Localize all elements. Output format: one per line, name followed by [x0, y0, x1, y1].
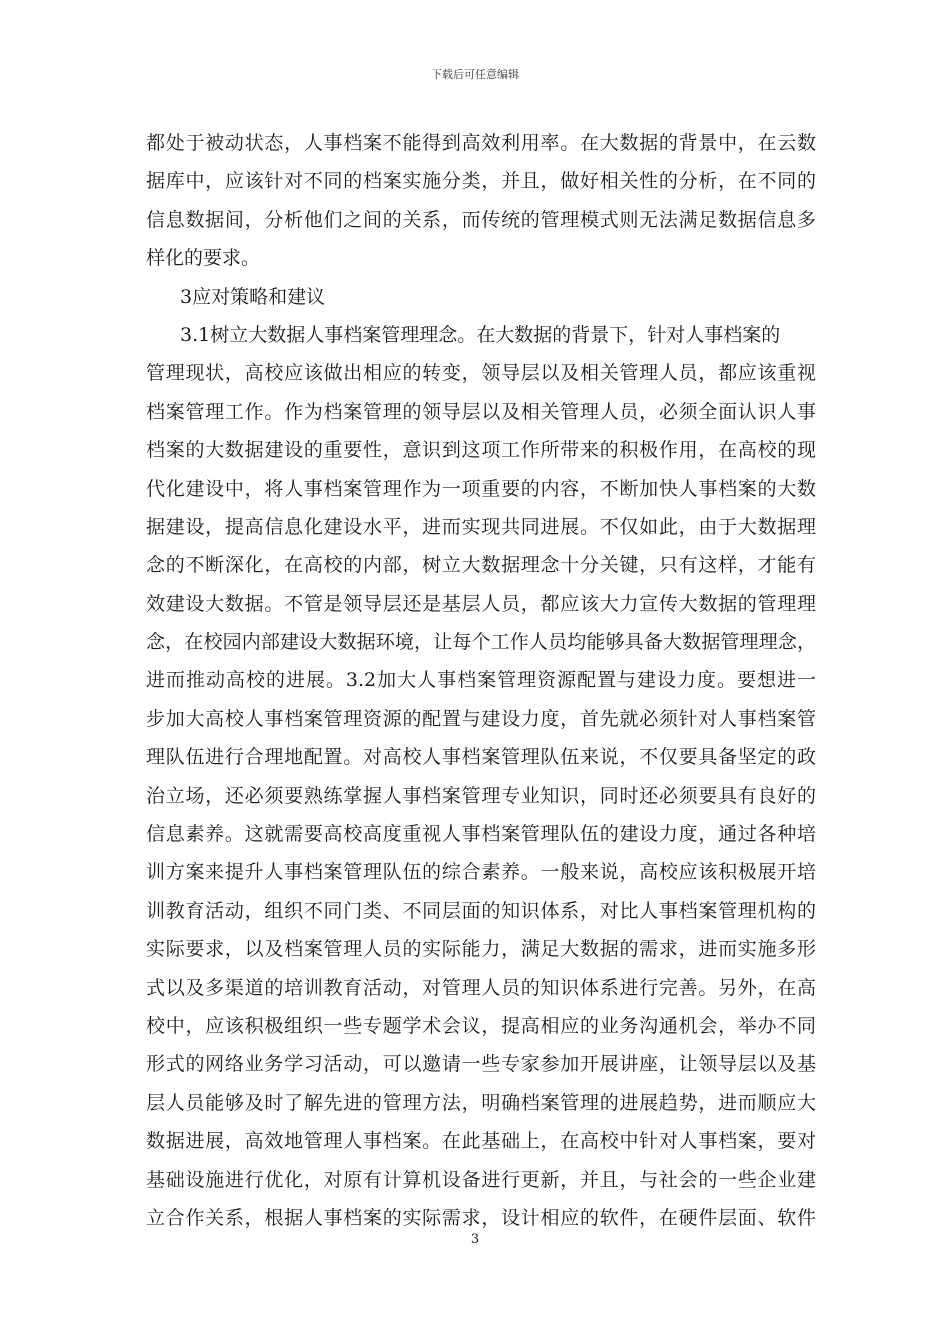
text-line: 念的不断深化，在高校的内部，树立大数据理念十分关键，只有这样，才能有: [146, 554, 816, 577]
text-line: 信息数据间，分析他们之间的关系，而传统的管理模式则无法满足数据信息多: [146, 208, 816, 231]
text-line: 基础设施进行优化，对原有计算机设备进行更新，并且，与社会的一些企业建: [146, 1168, 816, 1191]
text-line: 训教育活动，组织不同门类、不同层面的知识体系，对比人事档案管理机构的: [146, 899, 816, 922]
text-line: 管理现状，高校应该做出相应的转变，领导层以及相关管理人员，都应该重视: [146, 362, 816, 385]
text-line: 效建设大数据。不管是领导层还是基层人员，都应该大力宣传大数据的管理理: [146, 592, 816, 615]
text-line: 层人员能够及时了解先进的管理方法，明确档案管理的进展趋势，进而顺应大: [146, 1091, 816, 1114]
text-line: 立合作关系，根据人事档案的实际需求，设计相应的软件，在硬件层面、软件: [146, 1206, 816, 1229]
text-line: 治立场，还必须要熟练掌握人事档案管理专业知识，同时还必须要具有良好的: [146, 784, 816, 807]
text-line: 样化的要求。: [146, 247, 261, 270]
document-body: [146, 124, 816, 1237]
text-line: 据库中，应该针对不同的档案实施分类，并且，做好相关性的分析，在不同的: [146, 170, 816, 193]
text-line: 档案的大数据建设的重要性，意识到这项工作所带来的积极作用，在高校的现: [146, 439, 816, 462]
text-line: 形式的网络业务学习活动，可以邀请一些专家参加开展讲座，让领导层以及基: [146, 1053, 816, 1076]
text-line: 信息素养。这就需要高校高度重视人事档案管理队伍的建设力度，通过各种培: [146, 823, 816, 846]
text-line: 档案管理工作。作为档案管理的领导层以及相关管理人员，必须全面认识人事: [146, 400, 816, 423]
text-line: 步加大高校人事档案管理资源的配置与建设力度，首先就必须针对人事档案管: [146, 707, 816, 730]
page-header: 下载后可任意编辑: [431, 68, 519, 81]
text-line: 进而推动高校的进展。3.2加大人事档案管理资源配置与建设力度。要想进一: [146, 669, 816, 692]
text-line: 校中，应该积极组织一些专题学术会议，提高相应的业务沟通机会，举办不同: [146, 1014, 816, 1037]
text-line: 数据进展，高效地管理人事档案。在此基础上，在高校中针对人事档案，要对: [146, 1130, 816, 1153]
text-line: 式以及多渠道的培训教育活动，对管理人员的知识体系进行完善。另外，在高: [146, 976, 816, 999]
text-line: 训方案来提升人事档案管理队伍的综合素养。一般来说，高校应该积极展开培: [146, 861, 816, 884]
text-line: 据建设，提高信息化建设水平，进而实现共同进展。不仅如此，由于大数据理: [146, 515, 816, 538]
page-number: 3: [470, 1232, 480, 1247]
text-line: 理队伍进行合理地配置。对高校人事档案管理队伍来说，不仅要具备坚定的政: [146, 746, 816, 769]
section-heading: 3应对策略和建议: [180, 285, 326, 308]
text-line: 念，在校园内部建设大数据环境，让每个工作人员均能够具备大数据管理理念，: [146, 631, 816, 654]
text-line: 代化建设中，将人事档案管理作为一项重要的内容，不断加快人事档案的大数: [146, 477, 816, 500]
text-line: 实际要求，以及档案管理人员的实际能力，满足大数据的需求，进而实施多形: [146, 938, 816, 961]
text-line: 3.1树立大数据人事档案管理理念。在大数据的背景下，针对人事档案的: [180, 323, 781, 346]
text-line: 都处于被动状态，人事档案不能得到高效利用率。在大数据的背景中，在云数: [146, 132, 816, 154]
